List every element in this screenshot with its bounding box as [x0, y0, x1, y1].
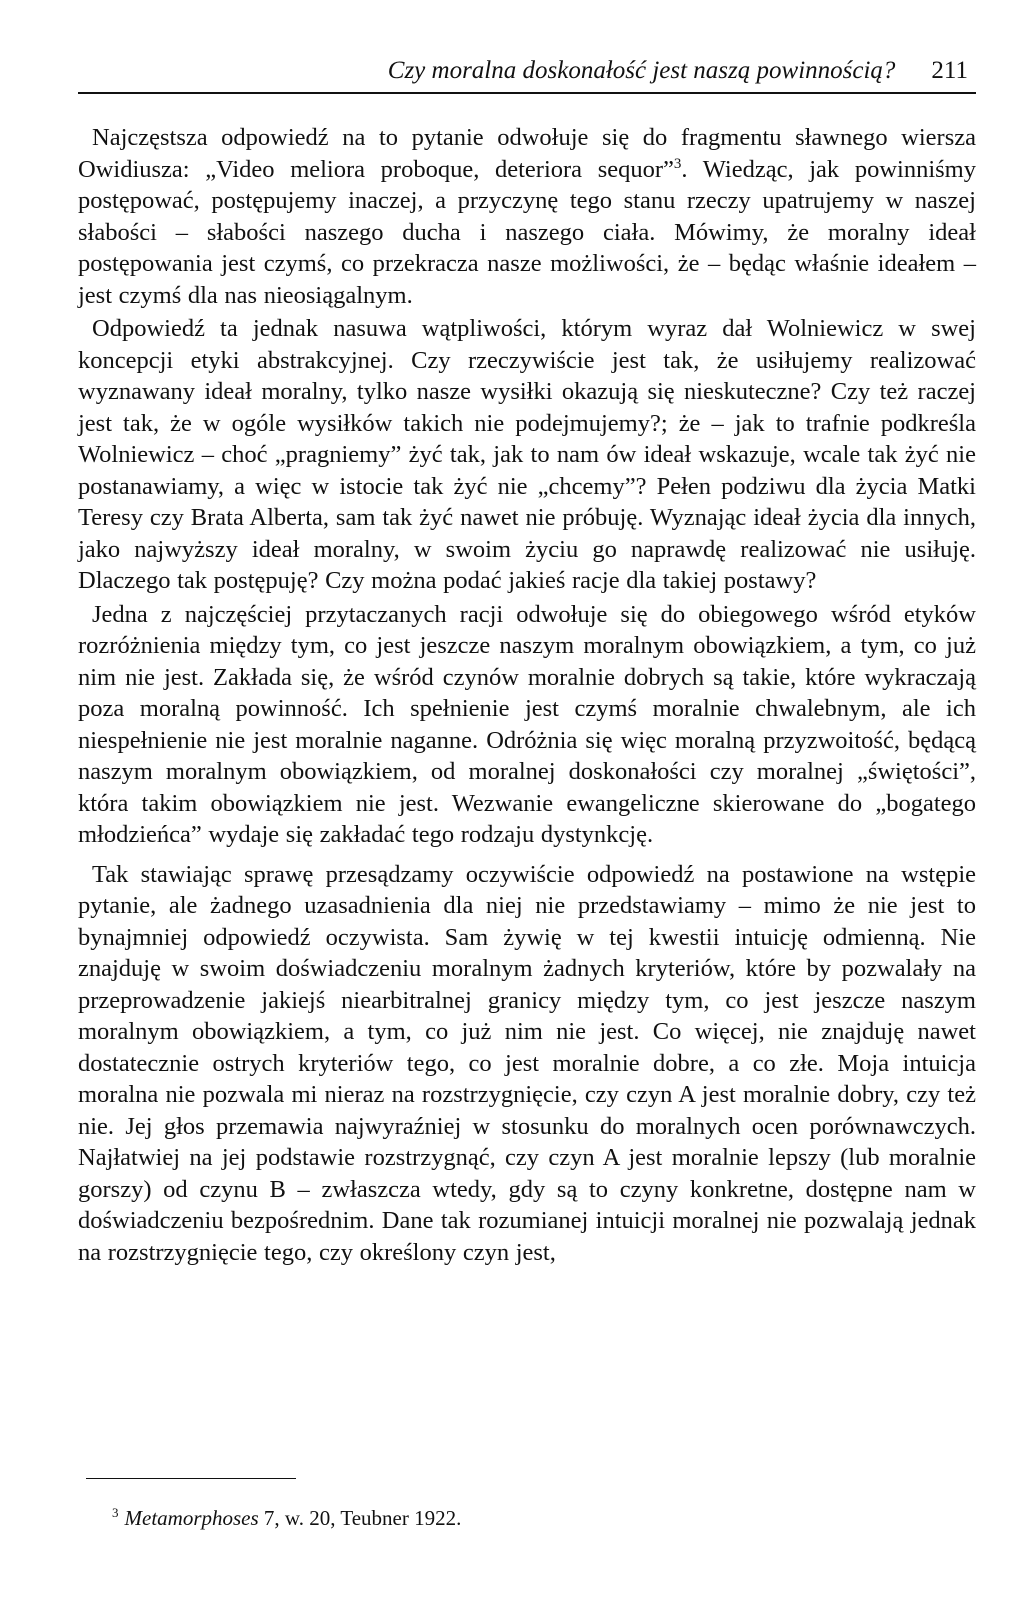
book-page [78, 56, 976, 1268]
paragraph-1-part-b: . Wiedząc, jak powinniśmy postępować, postępujemy inaczej, a przyczynę tego stanu rzeczy upatrujemy w naszej słabości – słabości naszego ducha i naszego ciała. Mówimy, że moralny ideał postępowania jest czymś, co przekracza nasze możliwości, że – będąc właśnie ideałem – jest czymś dla nas nieosiągalnym. [78, 155, 976, 309]
page-number: 211 [931, 57, 968, 84]
footnote-details: 7, w. 20, Teubner 1922. [258, 1506, 462, 1530]
running-head [78, 56, 976, 94]
footnote-reference: 3 [673, 155, 682, 172]
body-text [78, 122, 976, 1268]
running-title: Czy moralna doskonałość jest naszą powinnością? [387, 57, 896, 84]
paragraph-1-part-a: Najczęstsza odpowiedź na to pytanie odwołuje się do fragmentu sławnego wiersza Owidiusza: „Video meliora proboque, deteriora sequor” [78, 124, 976, 183]
paragraph-3: Jedna z najczęściej przytaczanych racji odwołuje się do obiegowego wśród etyków rozróżnienia między tym, co jest jeszcze naszym moralnym obowiązkiem, a tym, co już nim nie jest. Zakłada się, że wśród czynów moralnie dobrych są takie, które wykraczają poza moralną powinność. Ich spełnienie jest czymś moralnie chwalebnym, ale ich niespełnienie nie jest moralnie naganne. Odróżnia się więc moralną przyzwoitość, będącą naszym moralnym obowiązkiem, od moralnej doskonałości czy moralnej „świętości”, która takim obowiązkiem nie jest. Wezwanie ewangeliczne skierowane do „bogatego młodzieńca” wydaje się zakładać tego rodzaju dystynkcję. [78, 600, 976, 848]
paragraph-4: Tak stawiając sprawę przesądzamy oczywiście odpowiedź na postawione na wstępie pytanie, ale żadnego uzasadnienia dla niej nie przedstawiamy – mimo że nie jest to bynajmniej odpowiedź oczywista. Sam żywię w tej kwestii intuicję odmienną. Nie znajduję w swoim doświadczeniu moralnym żadnych kryteriów, które by pozwalały na przeprowadzenie jakiejś niearbitralnej granicy między tym, co jest jeszcze naszym moralnym obowiązkiem, a tym, co już nim nie jest. Co więcej, nie znajduję nawet dostatecznie ostrych kryteriów tego, co jest moralnie dobre, a co złe. Moja intuicja moralna nie pozwala mi nieraz na rozstrzygnięcie, czy czyn A jest moralnie dobry, czy też nie. Jej głos przemawia najwyraźniej w stosunku do moralnych ocen porównawczych. Najłatwiej na jej podstawie rozstrzygnąć, czy czyn A jest moralnie lepszy (lub moralnie gorszy) od czynu B – zwłaszcza wtedy, gdy są to czyny konkretne, dostępne nam w doświadczeniu bezpośrednim. Dane tak rozumianej intuicji moralnej nie pozwalają jednak na rozstrzygnięcie tego, czy określony czyn jest, [78, 860, 976, 1266]
footnote [112, 1505, 976, 1531]
footnote-work-title: Metamorphoses [124, 1506, 259, 1530]
footnote-rule [86, 1478, 296, 1479]
paragraph-1 [78, 122, 976, 311]
footnote-area [78, 1478, 976, 1531]
footnote-marker: 3 [112, 1505, 119, 1520]
paragraph-2: Odpowiedź ta jednak nasuwa wątpliwości, którym wyraz dał Wolniewicz w swej koncepcji etyki abstrakcyjnej. Czy rzeczywiście jest tak, że usiłujemy realizować wyznawany ideał moralny, tylko nasze wysiłki okazują się nieskuteczne? Czy też raczej jest tak, że w ogóle wysiłków takich nie podejmujemy?; że – jak to trafnie podkreśla Wolniewicz – choć „pragniemy” żyć tak, jak to nam ów ideał wskazuje, wcale tak żyć nie postanawiamy, a więc w istocie tak żyć nie „chcemy”? Pełen podziwu dla życia Matki Teresy czy Brata Alberta, sam tak żyć nawet nie próbuję. Wyznając ideał życia dla innych, jako najwyższy ideał moralny, w swoim życiu go naprawdę realizować nie usiłuję. Dlaczego tak postępuję? Czy można podać jakieś racje dla takiej postawy? [78, 315, 976, 594]
